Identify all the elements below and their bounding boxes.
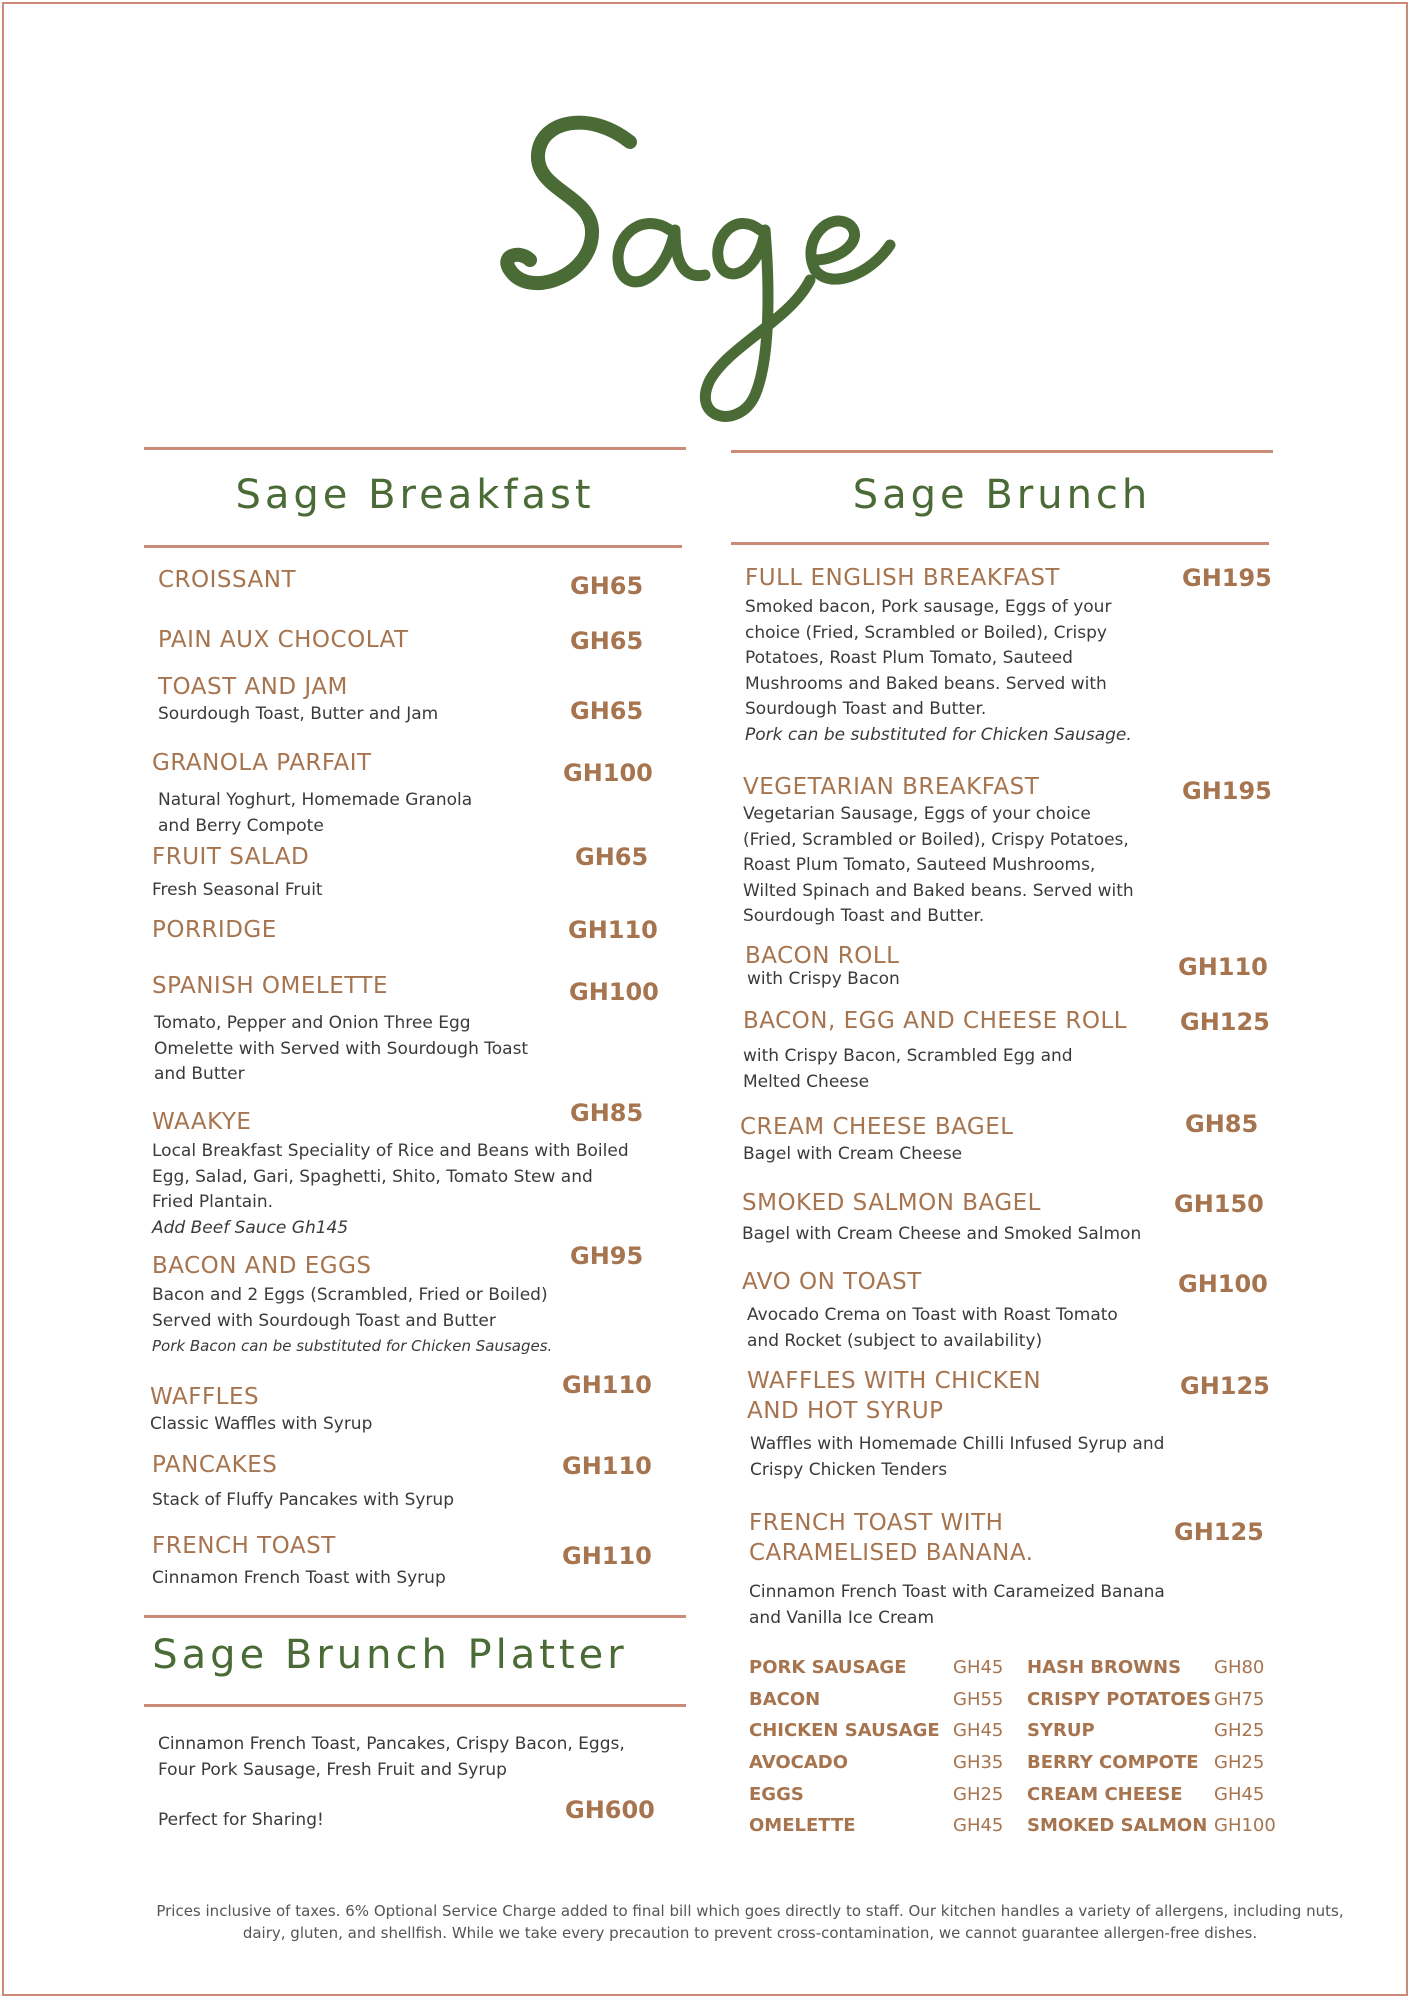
item-description: Cinnamon French Toast with Syrup	[152, 1568, 446, 1588]
item-price: GH95	[570, 1242, 644, 1270]
platter-description: Cinnamon French Toast, Pancakes, Crispy Bacon, Eggs, Four Pork Sausage, Fresh Fruit and Syrup	[158, 1734, 625, 1780]
menu-item	[745, 941, 1125, 993]
item-description: with Crispy Bacon, Scrambled Egg and Melted Cheese	[743, 1046, 1073, 1092]
extra-price: GH75	[1214, 1688, 1265, 1710]
platter-rule-bottom	[144, 1704, 686, 1707]
brunch-title: Sage Brunch	[852, 472, 1152, 518]
extra-price: GH45	[953, 1657, 1004, 1678]
menu-item	[158, 672, 538, 728]
extra-name: PORK SAUSAGE	[749, 1657, 907, 1678]
extra-price: GH100	[1214, 1815, 1276, 1837]
extra-price: GH55	[953, 1688, 1004, 1710]
item-price: GH195	[1182, 777, 1272, 805]
item-name: FULL ENGLISH BREAKFAST	[745, 565, 1060, 591]
item-note: Pork Bacon can be substituted for Chicken Sausages.	[152, 1337, 553, 1355]
item-description: Smoked bacon, Pork sausage, Eggs of your choice (Fried, Scrambled or Boiled), Crispy Potatoes, Roast Plum Tomato, Sauteed Mushrooms and Baked beans. Served with Sourdough Toast and Butter.	[745, 597, 1112, 719]
item-name: CROISSANT	[158, 567, 297, 593]
extra-name: CRISPY POTATOES	[1027, 1688, 1211, 1710]
item-name: WAFFLES	[150, 1384, 260, 1410]
item-price: GH150	[1174, 1190, 1264, 1218]
menu-item	[742, 1188, 1162, 1248]
item-name: AVO ON TOAST	[742, 1269, 922, 1295]
menu-item	[742, 1267, 1162, 1354]
platter-rule-top	[144, 1615, 686, 1618]
extra-price: GH80	[1214, 1657, 1265, 1678]
item-name: BACON ROLL	[745, 943, 900, 969]
menu-item	[152, 842, 532, 904]
extra-name: BERRY COMPOTE	[1027, 1752, 1199, 1774]
item-price: GH65	[570, 697, 644, 725]
item-description: Sourdough Toast, Butter and Jam	[158, 704, 439, 724]
item-description: with Crispy Bacon	[747, 969, 900, 989]
item-description: Bagel with Cream Cheese and Smoked Salmon	[742, 1224, 1142, 1244]
item-price: GH110	[1178, 953, 1268, 981]
extra-price: GH35	[953, 1752, 1004, 1774]
extra-price: GH45	[1214, 1783, 1265, 1805]
item-name: FRENCH TOAST WITH CARAMELISED BANANA.	[749, 1510, 1034, 1566]
extra-name: BACON	[749, 1688, 821, 1710]
extra-price: GH25	[1214, 1752, 1265, 1774]
item-price: GH110	[562, 1452, 652, 1480]
item-name: PAIN AUX CHOCOLAT	[158, 627, 409, 653]
menu-item	[152, 971, 542, 1088]
extra-name: CHICKEN SAUSAGE	[749, 1720, 940, 1742]
item-price: GH110	[568, 916, 658, 944]
item-price: GH100	[1178, 1270, 1268, 1298]
brunch-rule-bottom	[731, 542, 1269, 545]
extra-name: HASH BROWNS	[1027, 1657, 1182, 1678]
item-price: GH85	[1185, 1110, 1259, 1138]
item-description: Local Breakfast Speciality of Rice and Beans with Boiled Egg, Salad, Gari, Spaghetti, Shito, Tomato Stew and Fried Plantain.	[152, 1141, 629, 1212]
item-name: PANCAKES	[152, 1452, 278, 1478]
item-name: BACON, EGG AND CHEESE ROLL	[743, 1008, 1128, 1034]
menu-item	[152, 1450, 532, 1514]
item-name: FRUIT SALAD	[152, 844, 310, 870]
item-description: Stack of Fluffy Pancakes with Syrup	[152, 1490, 454, 1510]
item-note: Pork can be substituted for Chicken Sausage.	[745, 724, 1132, 745]
item-description: Tomato, Pepper and Onion Three Egg Omelette with Served with Sourdough Toast and Butter	[154, 1013, 529, 1084]
item-name: FRENCH TOAST	[152, 1533, 336, 1559]
item-price: GH65	[570, 627, 644, 655]
item-price: GH125	[1180, 1008, 1270, 1036]
extra-price: GH25	[1214, 1720, 1265, 1742]
item-description: Vegetarian Sausage, Eggs of your choice (Fried, Scrambled or Boiled), Crispy Potatoes, Roast Plum Tomato, Sauteed Mushrooms, Wilted Spinach and Baked beans. Served with Sourdough Toast and Butter.	[743, 804, 1134, 926]
item-price: GH65	[575, 843, 649, 871]
extra-name: SYRUP	[1027, 1720, 1095, 1742]
extra-name: AVOCADO	[749, 1752, 849, 1774]
item-description: Cinnamon French Toast with Carameized Banana and Vanilla Ice Cream	[749, 1582, 1165, 1628]
item-name: PORRIDGE	[152, 917, 277, 943]
extra-name: SMOKED SALMON	[1027, 1815, 1208, 1837]
item-name: WAFFLES WITH CHICKEN AND HOT SYRUP	[747, 1368, 1042, 1424]
item-description: Bacon and 2 Eggs (Scrambled, Fried or Boiled) Served with Sourdough Toast and Butter	[152, 1285, 548, 1331]
brunch-rule-top	[731, 450, 1273, 453]
breakfast-title: Sage Breakfast	[235, 472, 595, 518]
menu-item	[158, 565, 538, 595]
footer-disclaimer: Prices inclusive of taxes. 6% Optional Service Charge added to final bill which goes directly to staff. Our kitchen handles a variety of allergens, including nuts, dairy, gluten, and shellfish. While we take every precaution to prevent cross-contamination, we cannot guarantee allergen-free dishes.	[156, 1902, 1344, 1942]
extra-name: CREAM CHEESE	[1027, 1783, 1183, 1805]
item-name: SPANISH OMELETTE	[152, 973, 388, 999]
item-name: WAAKYE	[152, 1109, 252, 1135]
item-description: Avocado Crema on Toast with Roast Tomato and Rocket (subject to availability)	[747, 1305, 1118, 1351]
item-price: GH85	[570, 1099, 644, 1127]
item-price: GH195	[1182, 564, 1272, 592]
menu-item	[745, 563, 1145, 748]
item-price: GH100	[563, 759, 653, 787]
item-price: GH65	[570, 572, 644, 600]
item-price: GH125	[1180, 1372, 1270, 1400]
menu-item	[152, 1531, 532, 1592]
item-description: Classic Waffles with Syrup	[150, 1414, 373, 1434]
menu-item	[747, 1366, 1177, 1483]
item-description: Waffles with Homemade Chilli Infused Syrup and Crispy Chicken Tenders	[750, 1434, 1165, 1480]
menu-item	[152, 748, 512, 839]
menu-item	[152, 1251, 582, 1360]
item-name: GRANOLA PARFAIT	[152, 750, 372, 776]
breakfast-rule-top	[144, 447, 686, 450]
platter-tagline: Perfect for Sharing!	[158, 1810, 324, 1830]
menu-item	[740, 1112, 1140, 1168]
extra-name: EGGS	[749, 1783, 804, 1805]
item-description: Bagel with Cream Cheese	[743, 1144, 963, 1164]
platter-price: GH600	[565, 1796, 655, 1824]
item-name: BACON AND EGGS	[152, 1253, 372, 1279]
item-name: CREAM CHEESE BAGEL	[740, 1114, 1014, 1140]
item-name: SMOKED SALMON BAGEL	[742, 1190, 1041, 1216]
item-description: Natural Yoghurt, Homemade Granola and Berry Compote	[158, 790, 473, 836]
item-price: GH100	[569, 978, 659, 1006]
item-price: GH110	[562, 1542, 652, 1570]
item-description: Fresh Seasonal Fruit	[152, 880, 323, 900]
extra-price: GH25	[953, 1783, 1004, 1805]
item-note: Add Beef Sauce Gh145	[152, 1217, 349, 1238]
extra-name: OMELETTE	[749, 1815, 856, 1837]
menu-item	[743, 772, 1153, 930]
item-price: GH125	[1174, 1518, 1264, 1546]
menu-item	[152, 915, 532, 945]
menu-item	[749, 1508, 1189, 1631]
item-name: TOAST AND JAM	[158, 674, 348, 700]
sage-logo	[470, 110, 910, 434]
platter-title: Sage Brunch Platter	[152, 1632, 628, 1678]
menu-item	[152, 1107, 632, 1241]
breakfast-rule-bottom	[144, 545, 682, 548]
menu-item	[150, 1382, 530, 1438]
extra-price: GH45	[953, 1815, 1004, 1837]
extra-price: GH45	[953, 1720, 1004, 1742]
item-name: VEGETARIAN BREAKFAST	[743, 774, 1040, 800]
menu-item	[743, 1006, 1163, 1095]
menu-item	[158, 625, 538, 655]
item-price: GH110	[562, 1371, 652, 1399]
